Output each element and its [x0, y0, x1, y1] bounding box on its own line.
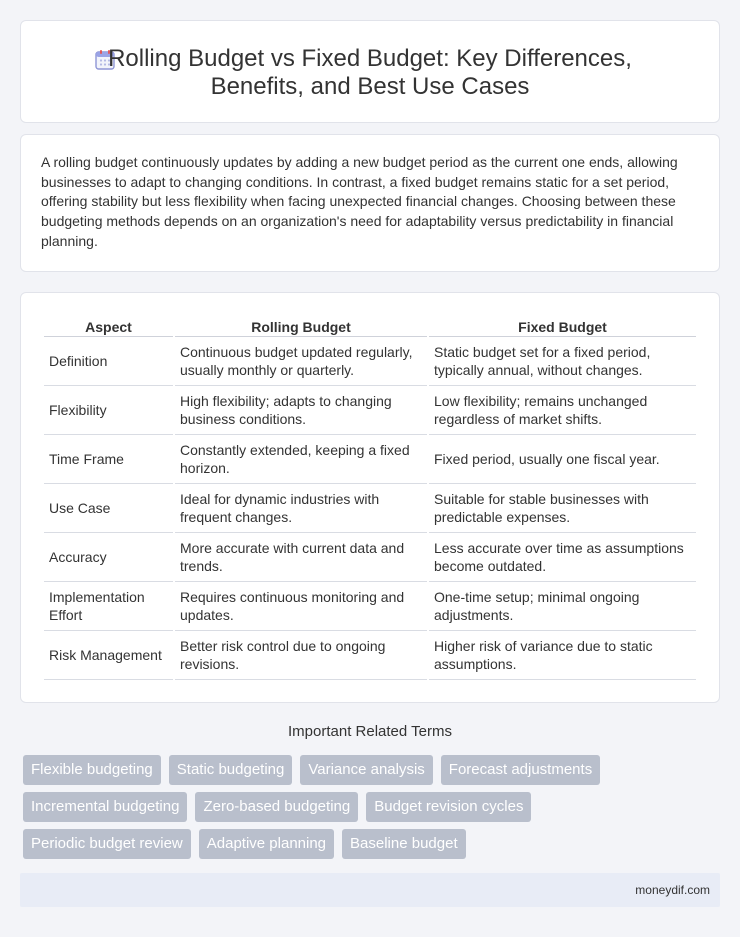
- table-row: [44, 386, 696, 435]
- cell-fixed: Suitable for stable businesses with predictable expenses.: [429, 484, 696, 533]
- table-row: [44, 631, 696, 680]
- intro-paragraph: A rolling budget continuously updates by adding a new budget period as the current one ends, allowing businesses to adapt to changing conditions. In contrast, a fixed budget remains static for a set period, offering stability but less flexibility when facing unexpected financial changes. Choosing between these budgeting methods depends on an organization's need for adaptability versus predictability in financial planning.: [41, 154, 678, 249]
- tag-budget-revision-cycles[interactable]: Budget revision cycles: [366, 792, 531, 822]
- cell-aspect: Implementation Effort: [44, 582, 173, 631]
- tag-row: [23, 792, 723, 822]
- comparison-table: [42, 315, 698, 680]
- cell-aspect: Definition: [44, 337, 173, 386]
- cell-aspect: Accuracy: [44, 533, 173, 582]
- cell-fixed: Less accurate over time as assumptions become outdated.: [429, 533, 696, 582]
- tag-periodic-budget-review[interactable]: Periodic budget review: [23, 829, 191, 859]
- header-rolling-budget: Rolling Budget: [175, 315, 427, 337]
- cell-rolling: Ideal for dynamic industries with frequent changes.: [175, 484, 427, 533]
- related-terms-list: [23, 755, 723, 866]
- cell-rolling: High flexibility; adapts to changing business conditions.: [175, 386, 427, 435]
- table-row: [44, 484, 696, 533]
- tag-adaptive-planning[interactable]: Adaptive planning: [199, 829, 334, 859]
- cell-fixed: Static budget set for a fixed period, typically annual, without changes.: [429, 337, 696, 386]
- table-row: [44, 533, 696, 582]
- title-card: [20, 20, 720, 123]
- tag-baseline-budget[interactable]: Baseline budget: [342, 829, 466, 859]
- page-title-line-2: Benefits, and Best Use Cases: [210, 73, 530, 100]
- tag-zero-based-budgeting[interactable]: Zero-based budgeting: [195, 792, 358, 822]
- cell-rolling: Constantly extended, keeping a fixed horizon.: [175, 435, 427, 484]
- tag-row: [23, 829, 723, 859]
- tag-flexible-budgeting[interactable]: Flexible budgeting: [23, 755, 161, 785]
- tag-static-budgeting[interactable]: Static budgeting: [169, 755, 293, 785]
- tag-incremental-budgeting[interactable]: Incremental budgeting: [23, 792, 187, 822]
- cell-aspect: Flexibility: [44, 386, 173, 435]
- footer: [20, 873, 720, 907]
- cell-rolling: Better risk control due to ongoing revisions.: [175, 631, 427, 680]
- cell-fixed: Low flexibility; remains unchanged regardless of market shifts.: [429, 386, 696, 435]
- cell-fixed: One-time setup; minimal ongoing adjustments.: [429, 582, 696, 631]
- cell-rolling: More accurate with current data and trends.: [175, 533, 427, 582]
- comparison-card: [20, 292, 720, 703]
- table-row: [44, 337, 696, 386]
- page-title: [108, 45, 632, 101]
- header-aspect: Aspect: [44, 315, 173, 337]
- tag-forecast-adjustments[interactable]: Forecast adjustments: [441, 755, 600, 785]
- header-fixed-budget: Fixed Budget: [429, 315, 696, 337]
- cell-aspect: Use Case: [44, 484, 173, 533]
- table-row: [44, 435, 696, 484]
- table-header-row: [44, 315, 696, 337]
- cell-rolling: Requires continuous monitoring and updates.: [175, 582, 427, 631]
- cell-rolling: Continuous budget updated regularly, usually monthly or quarterly.: [175, 337, 427, 386]
- cell-aspect: Risk Management: [44, 631, 173, 680]
- cell-fixed: Fixed period, usually one fiscal year.: [429, 435, 696, 484]
- intro-card: [20, 134, 720, 272]
- cell-aspect: Time Frame: [44, 435, 173, 484]
- page-title-line-1: Rolling Budget vs Fixed Budget: Key Differences,: [108, 45, 632, 72]
- tag-variance-analysis[interactable]: Variance analysis: [300, 755, 432, 785]
- related-terms-heading: Important Related Terms: [288, 723, 452, 740]
- table-row: [44, 582, 696, 631]
- tag-row: [23, 755, 723, 785]
- footer-site-link[interactable]: moneydif.com: [635, 883, 710, 897]
- cell-fixed: Higher risk of variance due to static assumptions.: [429, 631, 696, 680]
